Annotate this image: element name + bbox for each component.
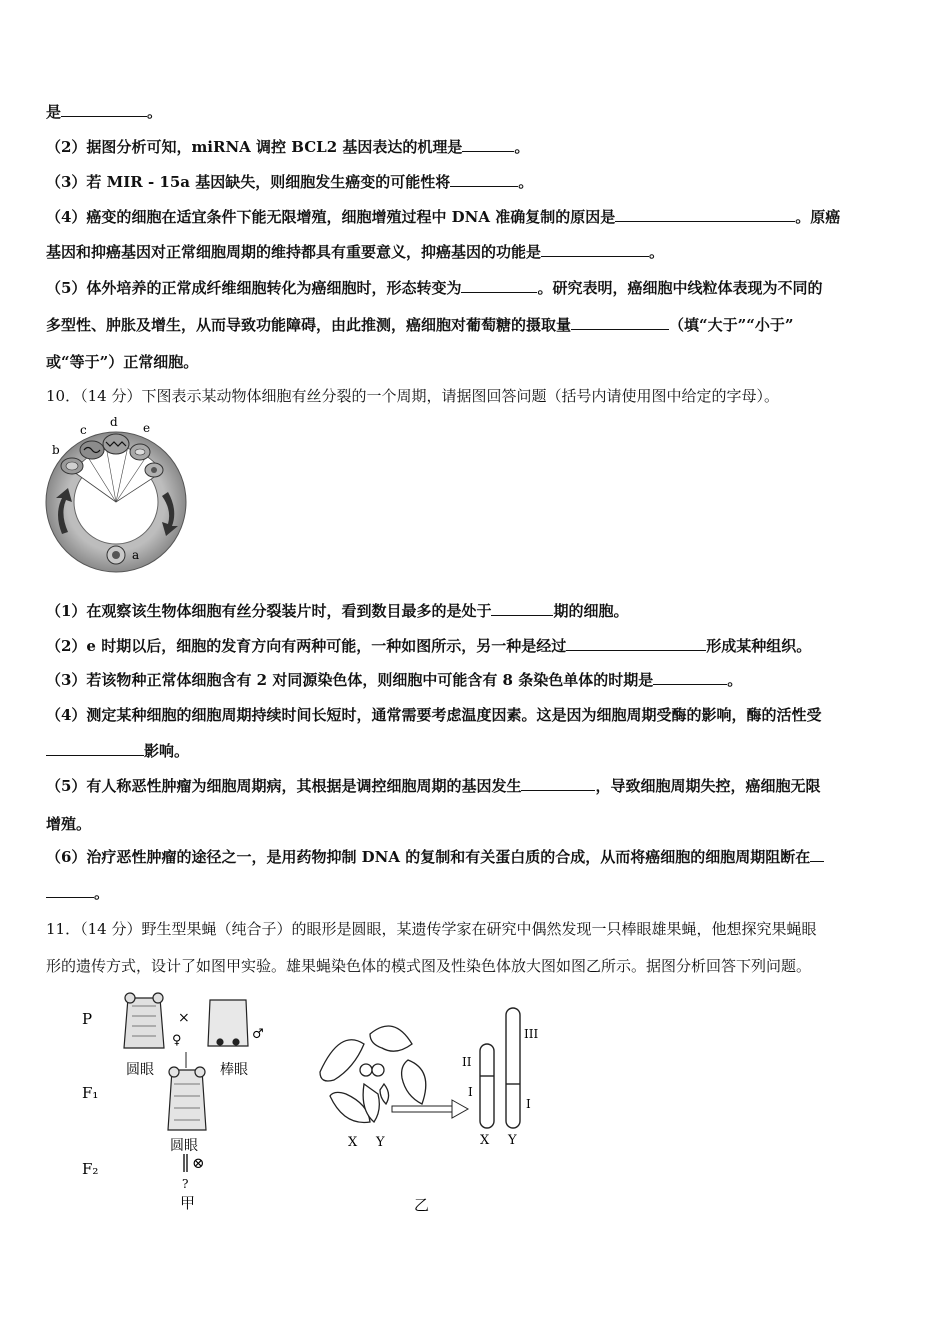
answer-blank[interactable]: [566, 636, 706, 651]
enlarge-arrow-icon: [392, 1100, 468, 1118]
answer-blank[interactable]: [450, 172, 518, 187]
q10-part6b: 。: [46, 883, 908, 903]
q10-part5b: 增殖。: [46, 815, 92, 833]
q10-part2: （2）e 时期以后，细胞的发育方向有两种可能，一种如图所示，另一种是经过 形成某种组织。: [46, 637, 812, 655]
q10-part1: （1）在观察该生物体细胞有丝分裂装片时，看到数目最多的是处于 期的细胞。: [46, 602, 629, 620]
label-y-enlarged: Y: [508, 1133, 517, 1148]
label-bar-eye: 棒眼: [220, 1062, 248, 1078]
cell-e-icon: [130, 444, 150, 460]
male-fly-icon: [208, 1000, 248, 1046]
label-p: P: [82, 1010, 93, 1028]
q10-part6a: （6）治疗恶性肿瘤的途径之一，是用药物抑制 DNA 的复制和有关蛋白质的合成，从而将癌细胞的细胞周期阻断在: [46, 847, 908, 867]
label-y-karyotype: Y: [376, 1135, 385, 1150]
label-ii: II: [462, 1055, 472, 1069]
answer-blank[interactable]: [810, 847, 824, 862]
figure-yi-caption: 乙: [414, 1196, 430, 1214]
q9-part2: （2）据图分析可知，miRNA 调控 BCL2 基因表达的机理是 。: [46, 138, 530, 156]
label-d: d: [110, 415, 118, 429]
label-f1-round-eye: 圆眼: [170, 1138, 198, 1154]
figure-yi: [312, 1000, 552, 1216]
answer-blank[interactable]: [461, 278, 537, 293]
label-iii: III: [524, 1027, 539, 1041]
q9-part5a: （5）体外培养的正常成纤维细胞转化为癌细胞时，形态转变为 。研究表明，癌细胞中线粒体表现为不同的: [46, 279, 823, 297]
answer-blank[interactable]: [615, 207, 795, 222]
label-f1: F₁: [82, 1084, 99, 1102]
q9-part5b: 多型性、肿胀及增生，从而导致功能障碍，由此推测，癌细胞对葡萄糖的摄取量 （填“大于”“小于”: [46, 316, 794, 334]
q10-stem: 10．（14 分）下图表示某动物体细胞有丝分裂的一个周期，请据图回答问题（括号内请使用图中给定的字母）。: [46, 387, 779, 405]
male-symbol: ♂: [252, 1027, 264, 1042]
answer-blank[interactable]: [653, 670, 727, 685]
x-chromosome-icon: [480, 1044, 494, 1128]
cross-symbol: ×: [178, 1010, 190, 1026]
female-fly-icon: [124, 993, 164, 1048]
answer-blank[interactable]: [521, 776, 595, 791]
q10-part3: （3）若该物种正常体细胞含有 2 对同源染色体，则细胞中可能含有 8 条染色单体的时期是 。: [46, 671, 743, 689]
label-i-right: I: [526, 1097, 531, 1111]
answer-blank[interactable]: [46, 883, 94, 898]
q9-part5c: 或“等于”）正常细胞。: [46, 353, 199, 371]
label-i-left: I: [468, 1085, 473, 1099]
q9-part4a: （4）癌变的细胞在适宜条件下能无限增殖，细胞增殖过程中 DNA 准确复制的原因是 。原癌: [46, 208, 841, 226]
q11-stem2: 形的遗传方式，设计了如图甲实验。雄果蝇染色体的模式图及性染色体放大图如图乙所示。据图分析回答下列问题。: [46, 957, 812, 975]
cell-d-icon: [103, 434, 129, 454]
q10-part4b: 影响。: [46, 741, 908, 761]
q10-part5a: （5）有人称恶性肿瘤为细胞周期病，其根据是调控细胞周期的基因发生 ，导致细胞周期失控，癌细胞无限: [46, 777, 821, 795]
label-f2: F₂: [82, 1160, 99, 1178]
label-c: c: [80, 423, 87, 437]
y-chromosome-icon: [506, 1008, 520, 1128]
answer-blank[interactable]: [46, 741, 144, 756]
q9-line1: 是 。: [46, 103, 163, 121]
female-symbol: ♀: [172, 1033, 182, 1048]
answer-blank[interactable]: [571, 315, 669, 330]
cell-c-icon: [80, 441, 104, 459]
q10-part4a: （4）测定某种细胞的细胞周期持续时间长短时，通常需要考虑温度因素。这是因为细胞周期受酶的影响，酶的活性受: [46, 706, 822, 724]
label-round-eye: 圆眼: [126, 1062, 154, 1078]
label-b: b: [52, 443, 60, 457]
figure-jia: [74, 988, 274, 1216]
f2-unknown: ?: [182, 1177, 189, 1191]
answer-blank[interactable]: [462, 137, 514, 152]
answer-blank[interactable]: [491, 601, 553, 616]
f1-fly-icon: [168, 1067, 206, 1130]
q9-part4b: 基因和抑癌基因对正常细胞周期的维持都具有重要意义，抑癌基因的功能是 。: [46, 243, 665, 261]
cell-b-icon: [61, 458, 83, 474]
figure-jia-caption: 甲: [180, 1194, 196, 1212]
self-cross-symbol: ⊗: [192, 1154, 205, 1172]
q11-stem: 11．（14 分）野生型果蝇（纯合子）的眼形是圆眼，某遗传学家在研究中偶然发现一只棒眼雄果蝇，他想探究果蝇眼: [46, 920, 817, 938]
label-x-enlarged: X: [480, 1133, 490, 1148]
cell-a-icon: [107, 546, 125, 564]
label-a: a: [132, 548, 140, 562]
cell-cycle-figure: [44, 414, 194, 574]
cell-daughter-icon: [145, 463, 163, 477]
q9-part3: （3）若 MIR - 15a 基因缺失，则细胞发生癌变的可能性将 。: [46, 173, 534, 191]
answer-blank[interactable]: [541, 242, 649, 257]
answer-blank[interactable]: [61, 102, 147, 117]
label-x-karyotype: X: [348, 1135, 358, 1150]
label-e: e: [143, 421, 151, 435]
